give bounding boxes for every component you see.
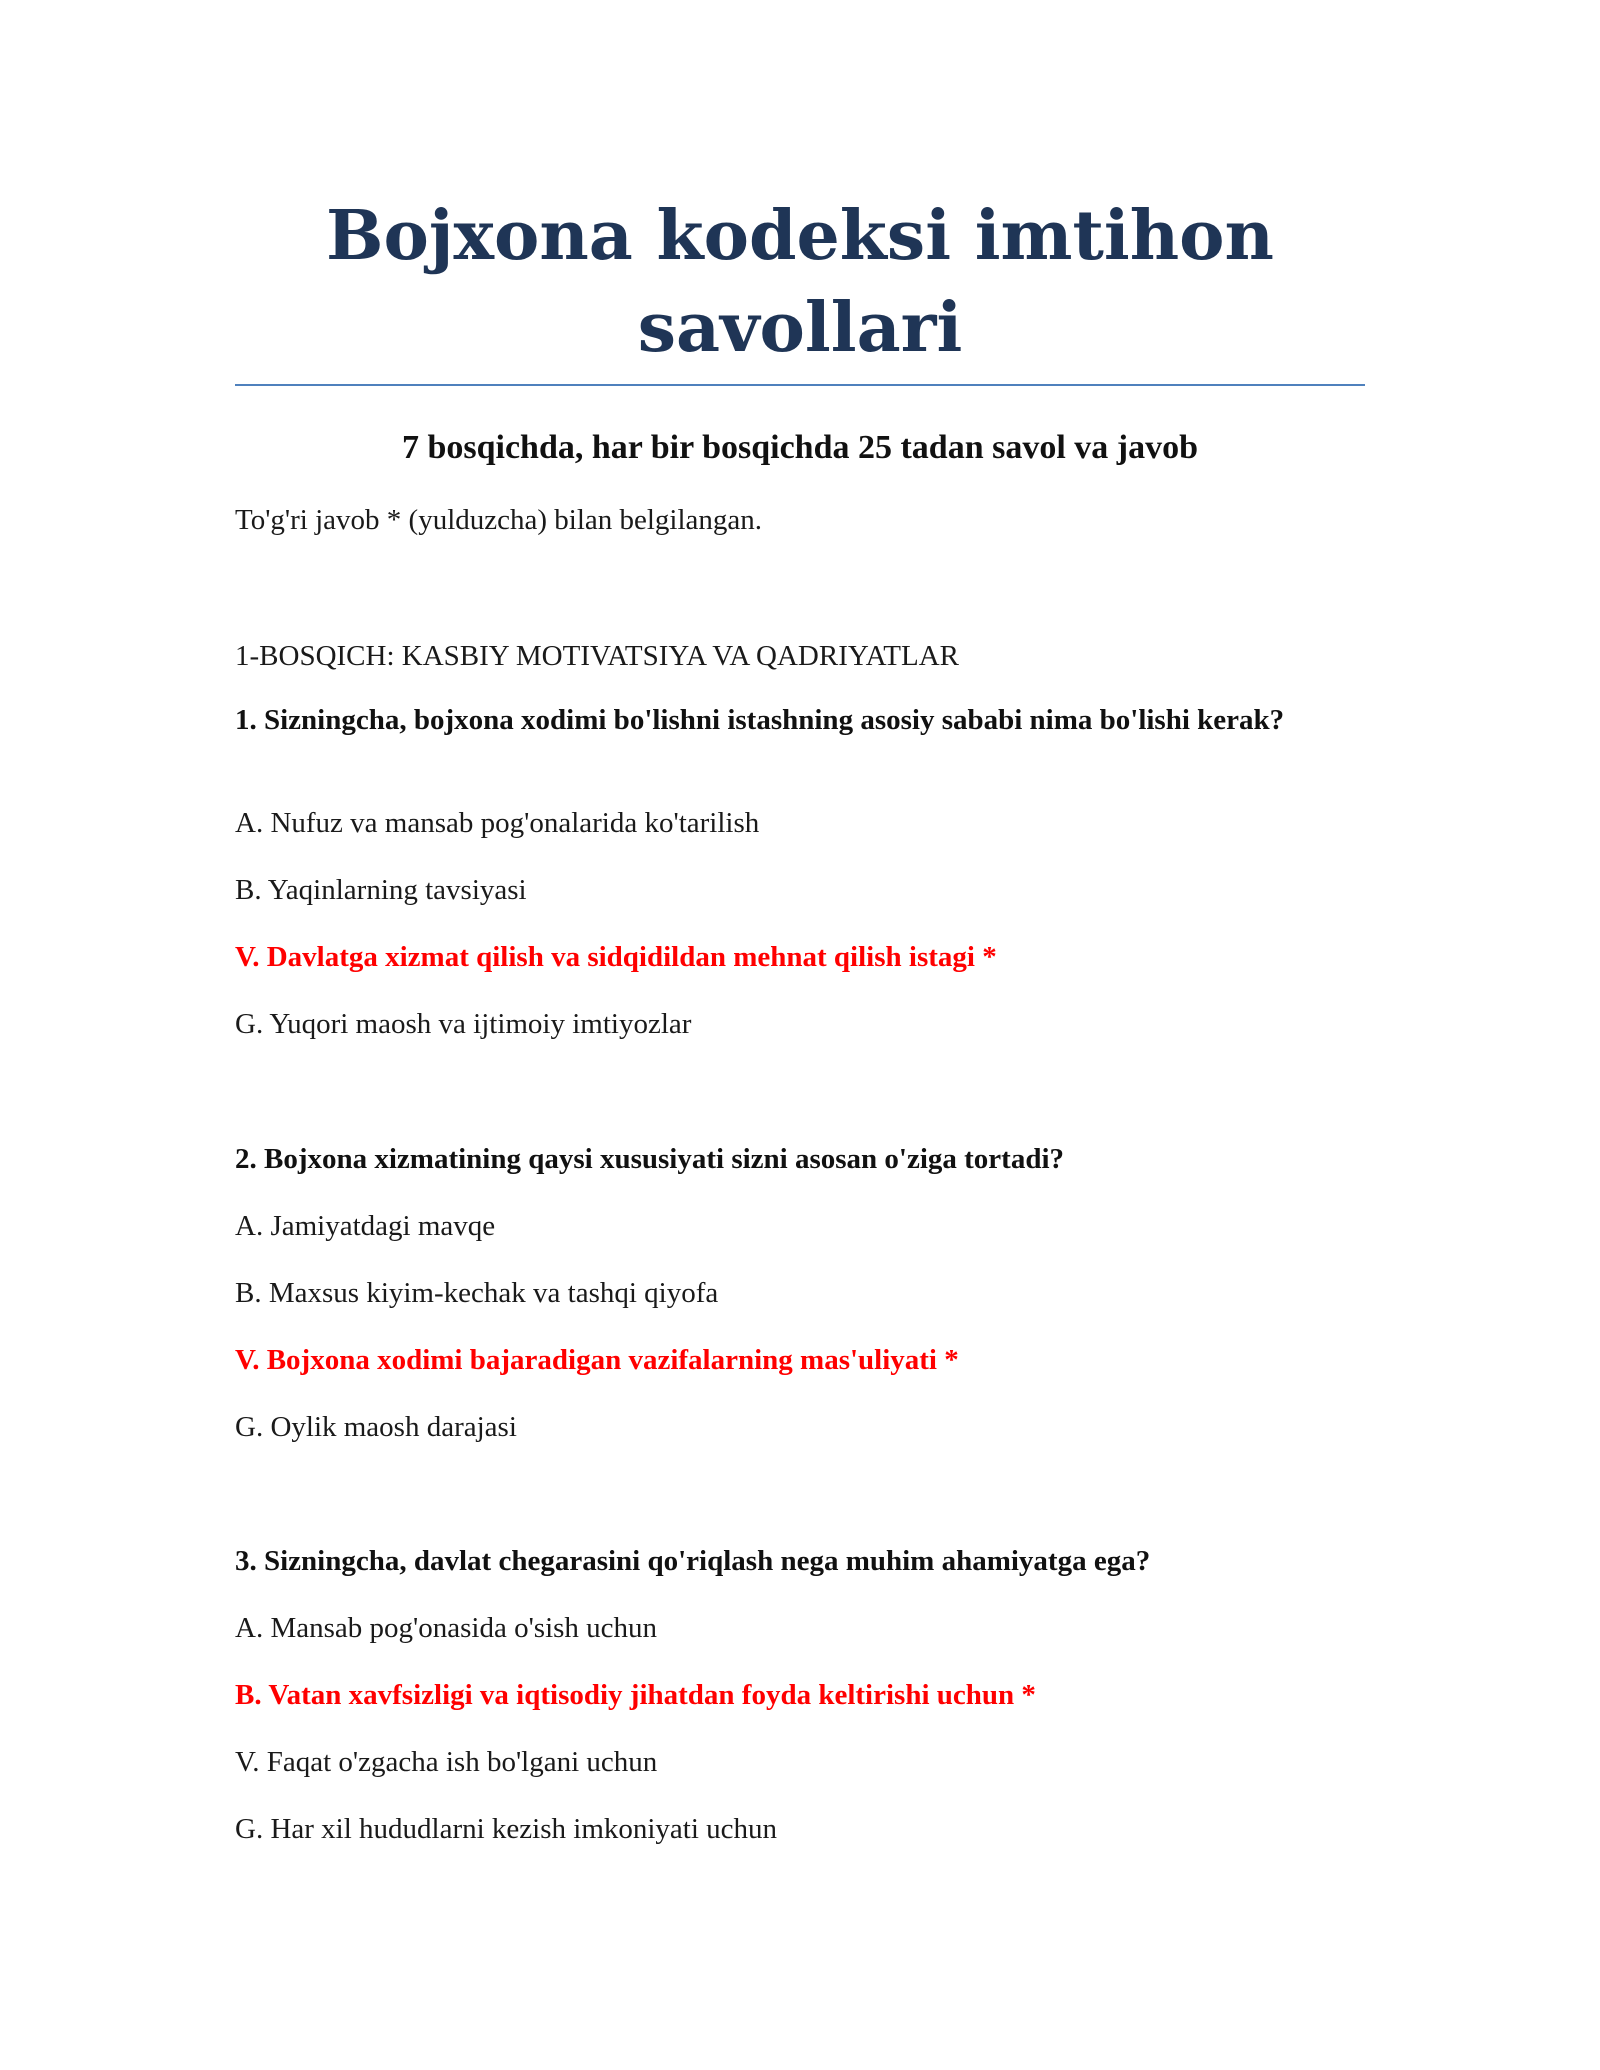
question-2-option-b: B. Maxsus kiyim-kechak va tashqi qiyofa — [235, 1277, 719, 1309]
question-2-option-g: G. Oylik maosh darajasi — [235, 1411, 517, 1443]
question-3: 3. Sizningcha, davlat chegarasini qo'riqlash nega muhim ahamiyatga ega? — [235, 1545, 1151, 1577]
question-2: 2. Bojxona xizmatining qaysi xususiyati sizni asosan o'ziga tortadi? — [235, 1143, 1065, 1175]
question-3-option-b: B. Vatan xavfsizligi va iqtisodiy jihatdan foyda keltirishi uchun * — [235, 1679, 1036, 1711]
question-2-option-a: A. Jamiyatdagi mavqe — [235, 1210, 496, 1242]
question-2-option-v: V. Bojxona xodimi bajaradigan vazifalarning mas'uliyati * — [235, 1344, 959, 1376]
subtitle: 7 bosqichda, har bir bosqichda 25 tadan savol va javob — [401, 429, 1199, 466]
title-divider — [235, 384, 1365, 386]
question-3-option-a: A. Mansab pog'onasida o'sish uchun — [235, 1612, 658, 1644]
question-1-option-v: V. Davlatga xizmat qilish va sidqidildan mehnat qilish istagi * — [235, 941, 997, 973]
question-1: 1. Sizningcha, bojxona xodimi bo'lishni istashning asosiy sababi nima bo'lishi kerak? — [235, 704, 1285, 736]
question-3-option-g: G. Har xil hududlarni kezish imkoniyati uchun — [235, 1813, 778, 1845]
stage-heading: 1-BOSQICH: KASBIY MOTIVATSIYA VA QADRIYATLAR — [235, 640, 960, 672]
question-1-option-g: G. Yuqori maosh va ijtimoiy imtiyozlar — [235, 1008, 692, 1040]
page-title: Bojxona kodeksi imtihon savollari — [326, 196, 1274, 368]
question-1-option-a: A. Nufuz va mansab pog'onalarida ko'tarilish — [235, 807, 760, 839]
question-1-option-b: B. Yaqinlarning tavsiyasi — [235, 874, 527, 906]
question-3-option-v: V. Faqat o'zgacha ish bo'lgani uchun — [235, 1746, 658, 1778]
answer-key-note: To'g'ri javob * (yulduzcha) bilan belgilangan. — [235, 504, 763, 536]
